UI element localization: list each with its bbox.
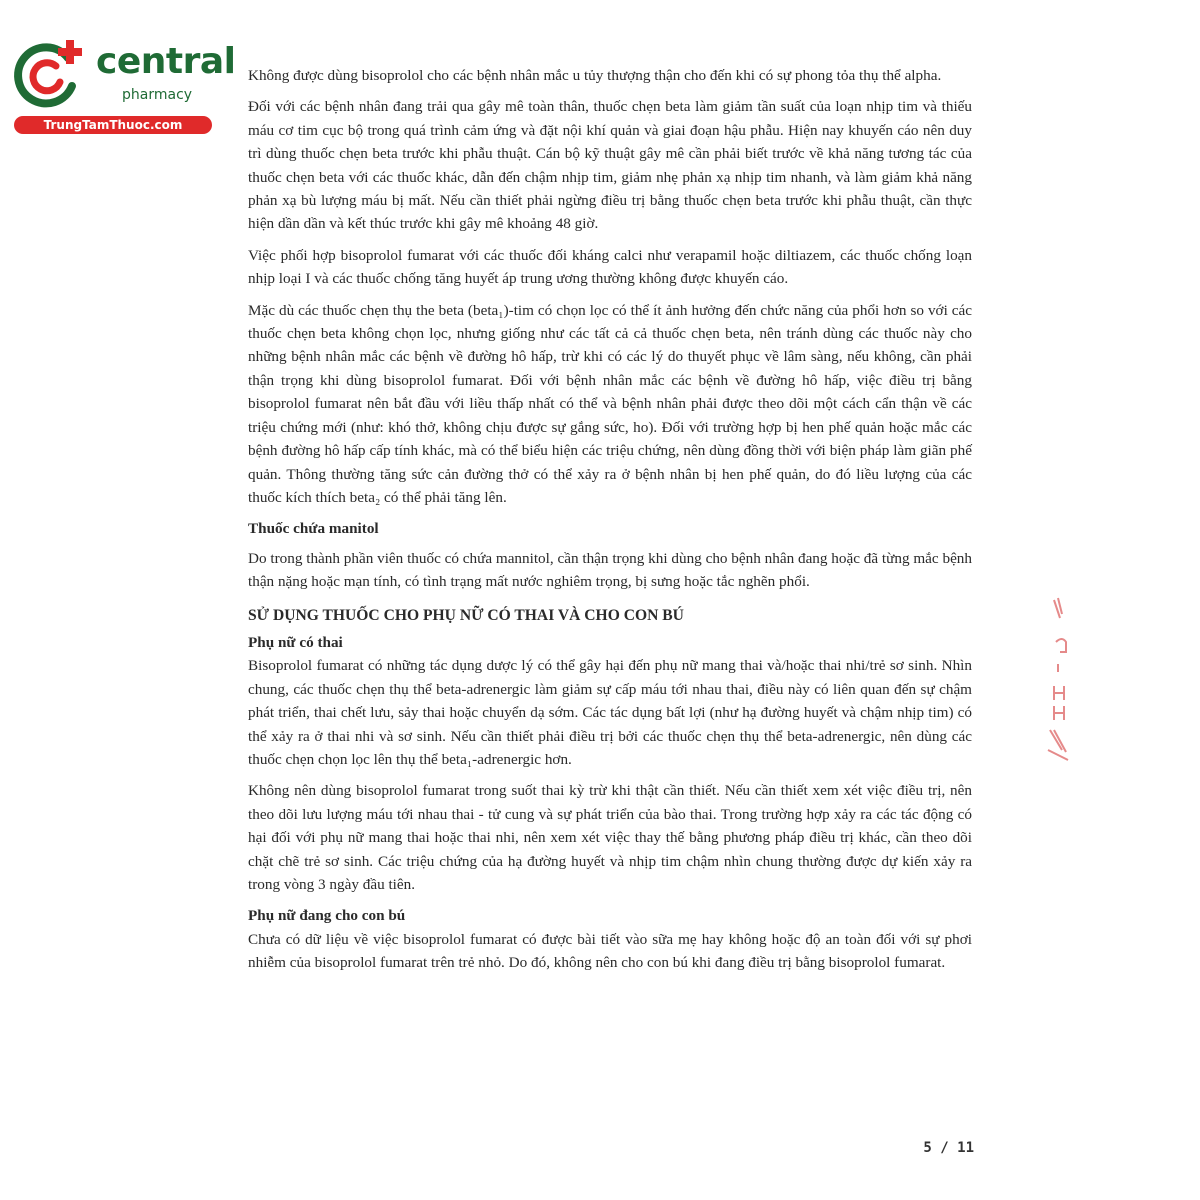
brand-logo <box>10 36 236 136</box>
document-page <box>248 64 972 983</box>
paragraph-respiratory: Mặc dù các thuốc chẹn thụ the beta (beta₁)-tim có chọn lọc có thể ít ảnh hưởng đến chức năng của phổi hơn so với các thuốc chẹn beta không chọn lọc, nhưng giống như các tất cả cả thuốc chẹn beta, nên tránh dùng các thuốc này cho những bệnh nhân mắc các bệnh về đường hô hấp, trừ khi có các lý do thuyết phục về lâm sàng, nếu không, cần phải thận trọng khi dùng bisoprolol fumarat. Đối với bệnh nhân mắc các bệnh về đường hô hấp, việc điều trị bằng bisoprolol fumarat nên bắt đầu với liều thấp nhất có thể và bệnh nhân phải được theo dõi một cách cẩn thận về các triệu chứng mới (như: khó thở, không chịu được sự gắng sức, ho). Đối với trường hợp bị hen phế quản hoặc mắc các bệnh đường hô hấp cấp tính khác, mà có thể biểu hiện các triệu chứng, nên dùng đồng thời với biện pháp làm giãn phế quản. Thông thường tăng sức cản đường thở có thể xảy ra ở bệnh nhân bị hen phế quản, do đó liều lượng của các thuốc kích thích beta₂ có thể phải tăng lên. <box>248 301 972 506</box>
heading-pregnant-women: Phụ nữ có thai <box>248 633 343 651</box>
brand-subtitle: pharmacy <box>122 87 193 103</box>
paragraph-anesthesia: Đối với các bệnh nhân đang trải qua gây mê toàn thân, thuốc chẹn beta làm giảm tần suất của loạn nhịp tim và thiếu máu cơ tim cục bộ trong quá trình cảm ứng và đặt nội khí quản và giai đoạn hậu phẫu. Hiện nay khuyến cáo nên duy trì dùng thuốc chẹn beta trước khi phẫu thuật. Cán bộ kỹ thuật gây mê cần phải biết trước về khả năng tương tác của thuốc chẹn beta với các thuốc khác, dẫn đến chậm nhịp tim, giảm nhẹ phản xạ nhịp tim nhanh, và làm giảm khả năng phản xạ bù lượng máu bị mất. Nếu cần thiết phải ngừng điều trị bằng thuốc chẹn beta trước khi phẫu thuật, cần thực hiện dần dần và kết thúc trước khi gây mê khoảng 48 giờ. <box>248 98 972 233</box>
paragraph-pregnancy-effects: Bisoprolol fumarat có những tác dụng dược lý có thể gây hại đến phụ nữ mang thai và/hoặc thai nhi/trẻ sơ sinh. Nhìn chung, các thuốc chẹn thụ thể beta-adrenergic làm giảm sự cấp máu tới nhau thai, điều này có liên quan đến sự chậm phát triển, thai chết lưu, sảy thai hoặc chuyển dạ sớm. Các tác dụng bất lợi (như hạ đường huyết và chậm nhịp tim) có thể xảy ra ở thai nhi và sơ sinh. Nếu cần thiết phải điều trị bởi các thuốc chẹn thụ thể beta-adrenergic, nên dùng các thuốc chẹn chọn lọc lên thụ thể beta₁-adrenergic hơn. <box>248 657 972 768</box>
page-number: 5 / 11 <box>923 1140 974 1156</box>
heading-breastfeeding: Phụ nữ đang cho con bú <box>248 907 406 925</box>
brand-url-badge[interactable]: TrungTamThuoc.com <box>14 116 212 134</box>
partial-stamp-mark <box>1040 590 1080 770</box>
brand-name: central <box>96 41 236 82</box>
heading-mannitol: Thuốc chứa manitol <box>248 520 379 538</box>
paragraph-mannitol: Do trong thành phần viên thuốc có chứa mannitol, cần thận trọng khi dùng cho bệnh nhân đang hoặc đã từng mắc bệnh thận nặng hoặc mạn tính, có tình trạng mất nước nghiêm trọng, bị sưng hoặc tắc nghẽn phổi. <box>248 549 972 591</box>
section-heading-pregnancy-lactation: SỬ DỤNG THUỐC CHO PHỤ NỮ CÓ THAI VÀ CHO CON BÚ <box>248 606 684 624</box>
paragraph-calcium-antagonists: Việc phối hợp bisoprolol fumarat với các thuốc đối kháng calci như verapamil hoặc diltiazem, các thuốc chống loạn nhịp loại I và các thuốc chống tăng huyết áp trung ương thường không được khuyến cáo. <box>248 246 972 288</box>
paragraph-pheochromocytoma: Không được dùng bisoprolol cho các bệnh nhân mắc u tủy thượng thận cho đến khi có sự phong tỏa thụ thể alpha. <box>248 67 942 84</box>
paragraph-breastfeeding: Chưa có dữ liệu về việc bisoprolol fumarat có được bài tiết vào sữa mẹ hay không hoặc độ an toàn đối với sự phơi nhiễm của bisoprolol fumarat trên trẻ nhỏ. Do đó, không nên cho con bú khi đang điều trị bằng bisoprolol fumarat. <box>248 930 972 972</box>
central-pharmacy-logo-icon <box>10 36 90 116</box>
paragraph-pregnancy-monitoring: Không nên dùng bisoprolol fumarat trong suốt thai kỳ trừ khi thật cần thiết. Nếu cần thiết xem xét việc điều trị, nên theo dõi lưu lượng máu tới nhau thai - tử cung và sự phát triển của bào thai. Trong trường hợp xảy ra các tác động có hại đối với phụ nữ mang thai hoặc thai nhi, nên xem xét việc thay thế bằng phương pháp điều trị khác, cần theo dõi chặt chẽ trẻ sơ sinh. Các triệu chứng của hạ đường huyết và nhịp tim chậm nhìn chung thường được dự kiến xảy ra trong vòng 3 ngày đầu tiên. <box>248 782 972 893</box>
